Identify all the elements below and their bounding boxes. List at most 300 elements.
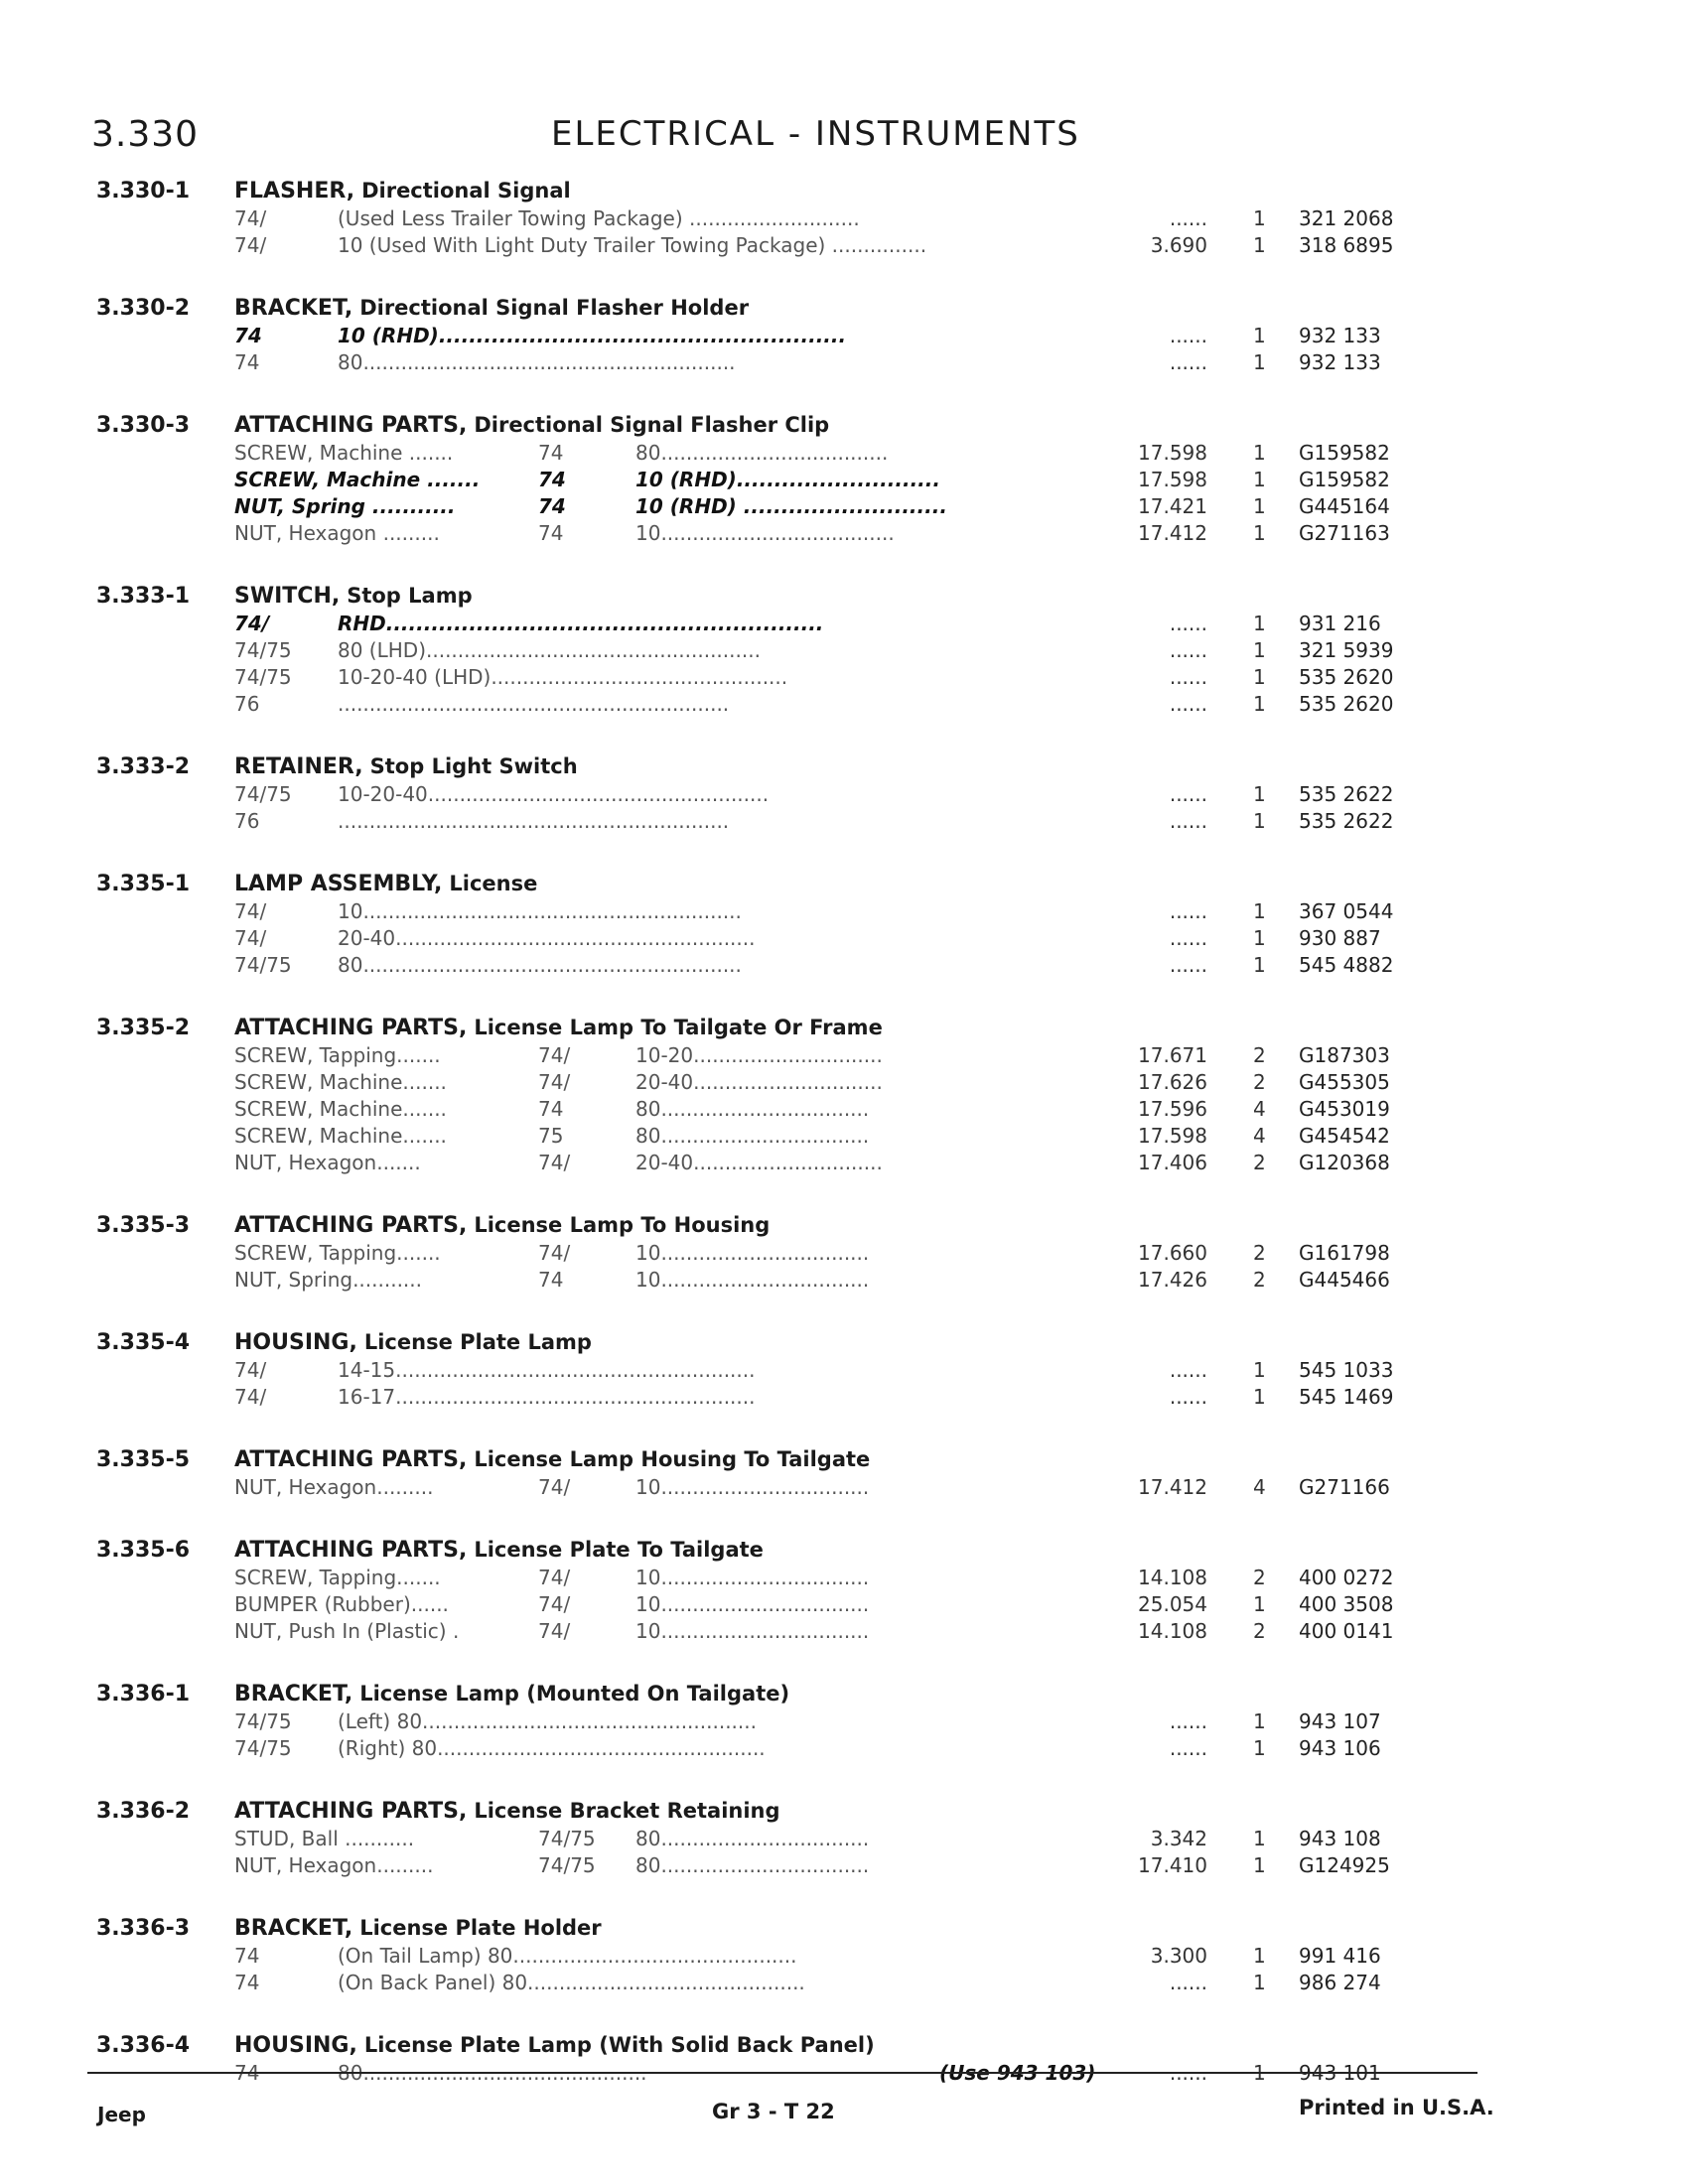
- section-title: [234, 1330, 592, 1355]
- price-code: 17.598: [1138, 441, 1207, 465]
- model-year: 74/75: [234, 782, 292, 806]
- quantity: 1: [1253, 1944, 1266, 1968]
- price-code: ......: [1169, 692, 1207, 716]
- part-number: 545 1469: [1299, 1385, 1394, 1409]
- quantity: 1: [1253, 899, 1266, 923]
- model-year: 74: [538, 441, 564, 465]
- model-application: 14-15.........................................................: [338, 1358, 756, 1382]
- model-year: 74/: [538, 1619, 571, 1643]
- section-title-sub: License Plate Lamp (With Solid Back Panel): [363, 2033, 875, 2057]
- part-row: [0, 1736, 1688, 1763]
- part-number: 367 0544: [1299, 899, 1394, 923]
- price-code: 25.054: [1138, 1592, 1207, 1616]
- model-application: 10-20-40......................................................: [338, 782, 770, 806]
- price-code: ......: [1169, 350, 1207, 374]
- part-row: [0, 1475, 1688, 1502]
- part-name: NUT, Hexagon.........: [234, 1853, 434, 1877]
- part-number: 931 216: [1299, 612, 1381, 635]
- quantity: 1: [1253, 782, 1266, 806]
- quantity: 1: [1253, 665, 1266, 689]
- section-number: 3.330-3: [96, 413, 191, 438]
- quantity: 1: [1253, 233, 1266, 257]
- section-header: [0, 1538, 1688, 1566]
- section-title: [234, 2033, 875, 2058]
- section-title-sub: Stop Light Switch: [369, 754, 578, 778]
- part-row: [0, 638, 1688, 665]
- section-title-sub: Directional Signal Flasher Clip: [474, 413, 830, 437]
- section-number: 3.330-2: [96, 296, 191, 321]
- section-title-main: BRACKET,: [234, 1682, 353, 1706]
- section-header: [0, 1330, 1688, 1358]
- part-row: [0, 1853, 1688, 1880]
- part-number: G161798: [1299, 1241, 1390, 1265]
- quantity: 4: [1253, 1475, 1266, 1499]
- model-application: 10.................................: [635, 1241, 870, 1265]
- price-code: ......: [1169, 1358, 1207, 1382]
- price-code: 17.426: [1138, 1268, 1207, 1292]
- part-number: G455305: [1299, 1070, 1390, 1094]
- quantity: 1: [1253, 468, 1266, 491]
- section-title: [234, 584, 473, 609]
- section-number: 3.330-1: [96, 179, 191, 204]
- section-number: 3.335-1: [96, 872, 191, 896]
- model-application: 20-40.........................................................: [338, 926, 756, 950]
- section-title: [234, 1916, 602, 1941]
- price-code: ......: [1169, 665, 1207, 689]
- quantity: 1: [1253, 1853, 1266, 1877]
- part-number: 943 108: [1299, 1827, 1381, 1850]
- part-row: [0, 665, 1688, 692]
- section-title-main: BRACKET,: [234, 1916, 353, 1941]
- parts-list: [0, 179, 1688, 2123]
- part-row: [0, 1566, 1688, 1592]
- part-row: [0, 1097, 1688, 1124]
- section-title-sub: License: [449, 872, 538, 895]
- section-number: 3.333-2: [96, 754, 191, 779]
- section-title-main: ATTACHING PARTS,: [234, 1538, 468, 1563]
- quantity: 2: [1253, 1070, 1266, 1094]
- quantity: 1: [1253, 1358, 1266, 1382]
- footer-group: Gr 3 - T 22: [712, 2100, 835, 2123]
- part-name: NUT, Hexagon .........: [234, 521, 440, 545]
- price-code: ......: [1169, 638, 1207, 662]
- footer-printed: Printed in U.S.A.: [1299, 2096, 1494, 2119]
- part-number: 932 133: [1299, 324, 1381, 347]
- quantity: 2: [1253, 1043, 1266, 1067]
- price-code: ......: [1169, 953, 1207, 977]
- part-row: [0, 809, 1688, 836]
- model-year: 74/75: [234, 638, 292, 662]
- price-code: 17.671: [1138, 1043, 1207, 1067]
- part-row: [0, 1070, 1688, 1097]
- price-code: ......: [1169, 899, 1207, 923]
- part-number: 321 2068: [1299, 206, 1394, 230]
- quantity: 2: [1253, 1151, 1266, 1174]
- quantity: 1: [1253, 324, 1266, 347]
- section-title: [234, 1213, 770, 1238]
- part-row: [0, 692, 1688, 719]
- model-year: 74/75: [234, 665, 292, 689]
- part-number: G271163: [1299, 521, 1390, 545]
- quantity: 1: [1253, 692, 1266, 716]
- model-year: 74/: [234, 926, 267, 950]
- model-application: 10.................................: [635, 1592, 870, 1616]
- part-name: SCREW, Tapping.......: [234, 1043, 441, 1067]
- part-number: G445466: [1299, 1268, 1390, 1292]
- part-row: [0, 1268, 1688, 1295]
- model-application: (On Back Panel) 80............................................: [338, 1971, 805, 1994]
- part-number: 535 2622: [1299, 782, 1394, 806]
- part-row: [0, 494, 1688, 521]
- model-application: (Used Less Trailer Towing Package) ...........................: [338, 206, 860, 230]
- part-row: [0, 233, 1688, 260]
- section-title: [234, 1682, 789, 1706]
- part-row: [0, 350, 1688, 377]
- price-code: 17.660: [1138, 1241, 1207, 1265]
- model-year: 74/: [234, 1385, 267, 1409]
- model-application: (Left) 80.....................................................: [338, 1709, 757, 1733]
- model-year: 74/: [538, 1043, 571, 1067]
- part-name: NUT, Push In (Plastic) .: [234, 1619, 460, 1643]
- model-year: 74: [538, 1097, 564, 1121]
- model-application: 80.................................: [635, 1124, 870, 1148]
- part-number: 943 101: [1299, 2061, 1381, 2085]
- part-row: [0, 953, 1688, 980]
- parts-section: [0, 1016, 1688, 1177]
- part-number: 943 106: [1299, 1736, 1381, 1760]
- model-year: 76: [234, 692, 260, 716]
- part-row: [0, 1944, 1688, 1971]
- part-row: [0, 1827, 1688, 1853]
- section-title: [234, 179, 571, 204]
- model-application: 80 (LHD).....................................................: [338, 638, 761, 662]
- model-application: 80...........................................................: [338, 350, 736, 374]
- quantity: 2: [1253, 1268, 1266, 1292]
- part-name: SCREW, Machine.......: [234, 1124, 447, 1148]
- section-title: [234, 1538, 764, 1563]
- section-title-sub: Directional Signal Flasher Holder: [359, 296, 750, 320]
- parts-section: [0, 413, 1688, 548]
- model-year: 74: [234, 1944, 260, 1968]
- section-title-sub: License Plate To Tailgate: [474, 1538, 764, 1562]
- price-code: 17.596: [1138, 1097, 1207, 1121]
- parts-section: [0, 1799, 1688, 1880]
- part-row: [0, 206, 1688, 233]
- part-number: 318 6895: [1299, 233, 1394, 257]
- model-application: 10.....................................: [635, 521, 895, 545]
- model-year: 74: [538, 494, 566, 518]
- model-year: 74/: [234, 206, 267, 230]
- section-header: [0, 413, 1688, 441]
- part-number: 535 2620: [1299, 692, 1394, 716]
- model-year: 74/: [234, 1358, 267, 1382]
- model-year: 74/: [538, 1151, 571, 1174]
- part-name: SCREW, Machine .......: [234, 441, 454, 465]
- section-title-main: FLASHER,: [234, 179, 355, 204]
- part-name: NUT, Spring...........: [234, 1268, 423, 1292]
- model-application: 80.................................: [635, 1853, 870, 1877]
- price-code: 17.412: [1138, 521, 1207, 545]
- price-code: 17.410: [1138, 1853, 1207, 1877]
- price-code: ......: [1169, 809, 1207, 833]
- model-application: 16-17.........................................................: [338, 1385, 756, 1409]
- section-title-sub: License Bracket Retaining: [474, 1799, 780, 1823]
- section-title-main: HOUSING,: [234, 2033, 357, 2058]
- model-year: 74/75: [538, 1853, 596, 1877]
- price-code: 17.421: [1138, 494, 1207, 518]
- section-number: 3.335-5: [96, 1447, 191, 1472]
- model-year: 74/: [538, 1070, 571, 1094]
- part-number: 991 416: [1299, 1944, 1381, 1968]
- price-code: ......: [1169, 2061, 1207, 2085]
- section-title: [234, 296, 749, 321]
- part-row: [0, 441, 1688, 468]
- part-name: SCREW, Machine.......: [234, 1097, 447, 1121]
- section-number: 3.333-1: [96, 584, 191, 609]
- parts-section: [0, 1538, 1688, 1646]
- part-number: 986 274: [1299, 1971, 1381, 1994]
- model-year: 74/75: [234, 1709, 292, 1733]
- section-title-sub: License Lamp To Tailgate Or Frame: [474, 1016, 883, 1039]
- part-number: G187303: [1299, 1043, 1390, 1067]
- section-number: 3.336-2: [96, 1799, 191, 1824]
- part-name: NUT, Spring ...........: [234, 494, 456, 518]
- quantity: 1: [1253, 350, 1266, 374]
- part-number: G271166: [1299, 1475, 1390, 1499]
- part-number: G445164: [1299, 494, 1390, 518]
- quantity: 4: [1253, 1124, 1266, 1148]
- part-number: 535 2622: [1299, 809, 1394, 833]
- model-application: 10............................................................: [338, 899, 742, 923]
- page-number: 3.330: [91, 114, 200, 155]
- part-row: [0, 521, 1688, 548]
- parts-section: [0, 1916, 1688, 1997]
- price-code: 14.108: [1138, 1619, 1207, 1643]
- section-title-main: SWITCH,: [234, 584, 341, 609]
- part-name: SCREW, Tapping.......: [234, 1241, 441, 1265]
- quantity: 4: [1253, 1097, 1266, 1121]
- price-code: 3.690: [1150, 233, 1207, 257]
- model-application: 80....................................: [635, 441, 889, 465]
- quantity: 1: [1253, 494, 1266, 518]
- price-code: ......: [1169, 612, 1207, 635]
- price-code: ......: [1169, 926, 1207, 950]
- footer-brand: Jeep: [97, 2103, 146, 2126]
- part-row: [0, 899, 1688, 926]
- section-title: [234, 1447, 870, 1472]
- model-year: 74: [538, 1268, 564, 1292]
- section-title-main: ATTACHING PARTS,: [234, 1016, 468, 1040]
- section-title-sub: Directional Signal: [361, 179, 571, 203]
- part-number: G453019: [1299, 1097, 1390, 1121]
- section-title-sub: License Lamp Housing To Tailgate: [474, 1447, 871, 1471]
- section-title: [234, 872, 537, 896]
- part-number: 932 133: [1299, 350, 1381, 374]
- section-number: 3.335-3: [96, 1213, 191, 1238]
- section-number: 3.335-4: [96, 1330, 191, 1355]
- model-application: 10 (RHD)...........................: [635, 468, 940, 491]
- price-code: 14.108: [1138, 1566, 1207, 1589]
- model-application: (Right) 80....................................................: [338, 1736, 766, 1760]
- part-row: [0, 1043, 1688, 1070]
- part-row: [0, 1592, 1688, 1619]
- part-row: [0, 1619, 1688, 1646]
- parts-section: [0, 754, 1688, 836]
- section-header: [0, 1916, 1688, 1944]
- price-code: 3.300: [1150, 1944, 1207, 1968]
- part-name: SCREW, Machine.......: [234, 1070, 447, 1094]
- part-row: [0, 1709, 1688, 1736]
- part-number: 545 4882: [1299, 953, 1394, 977]
- quantity: 1: [1253, 1592, 1266, 1616]
- section-header: [0, 1213, 1688, 1241]
- price-code: 17.626: [1138, 1070, 1207, 1094]
- part-number: 535 2620: [1299, 665, 1394, 689]
- price-code: 17.406: [1138, 1151, 1207, 1174]
- price-code: 17.412: [1138, 1475, 1207, 1499]
- model-application: 80.............................................: [338, 2061, 647, 2085]
- quantity: 1: [1253, 441, 1266, 465]
- section-title-main: HOUSING,: [234, 1330, 357, 1355]
- section-title: [234, 754, 578, 779]
- section-title-main: ATTACHING PARTS,: [234, 1213, 468, 1238]
- section-title-sub: License Lamp To Housing: [474, 1213, 771, 1237]
- model-application: 10.................................: [635, 1619, 870, 1643]
- model-application: 10.................................: [635, 1268, 870, 1292]
- model-year: 74/: [538, 1566, 571, 1589]
- model-application: 10-20-40 (LHD)...............................................: [338, 665, 788, 689]
- part-name: BUMPER (Rubber)......: [234, 1592, 449, 1616]
- part-number: 400 0272: [1299, 1566, 1394, 1589]
- section-title: [234, 413, 829, 438]
- parts-section: [0, 584, 1688, 719]
- price-code: ......: [1169, 782, 1207, 806]
- section-title-sub: License Lamp (Mounted On Tailgate): [359, 1682, 790, 1706]
- part-row: [0, 1385, 1688, 1412]
- section-number: 3.335-6: [96, 1538, 191, 1563]
- model-year: 74/75: [538, 1827, 596, 1850]
- quantity: 1: [1253, 1736, 1266, 1760]
- model-year: 74/: [234, 899, 267, 923]
- section-header: [0, 179, 1688, 206]
- quantity: 1: [1253, 638, 1266, 662]
- part-name: NUT, Hexagon.........: [234, 1475, 434, 1499]
- quantity: 1: [1253, 206, 1266, 230]
- quantity: 1: [1253, 809, 1266, 833]
- model-year: 74: [538, 521, 564, 545]
- section-header: [0, 584, 1688, 612]
- quantity: 1: [1253, 612, 1266, 635]
- section-title-main: BRACKET,: [234, 296, 353, 321]
- section-header: [0, 872, 1688, 899]
- section-title-main: ATTACHING PARTS,: [234, 1447, 468, 1472]
- model-application: 20-40..............................: [635, 1070, 883, 1094]
- section-header: [0, 1799, 1688, 1827]
- part-number: G159582: [1299, 468, 1390, 491]
- price-code: 3.342: [1150, 1827, 1207, 1850]
- quantity: 1: [1253, 2061, 1266, 2085]
- model-application: 10 (Used With Light Duty Trailer Towing Package) ...............: [338, 233, 927, 257]
- part-number: G124925: [1299, 1853, 1390, 1877]
- part-number: 943 107: [1299, 1709, 1381, 1733]
- model-application: 10.................................: [635, 1475, 870, 1499]
- model-year: 74/: [538, 1241, 571, 1265]
- model-application: ..............................................................: [338, 809, 730, 833]
- model-year: 74/: [538, 1475, 571, 1499]
- part-name: STUD, Ball ...........: [234, 1827, 415, 1850]
- price-code: ......: [1169, 1971, 1207, 1994]
- model-year: 74/75: [234, 953, 292, 977]
- model-year: 74: [234, 2061, 260, 2085]
- model-application: 20-40..............................: [635, 1151, 883, 1174]
- part-number: 321 5939: [1299, 638, 1394, 662]
- section-title: [234, 1799, 780, 1824]
- model-application: (On Tail Lamp) 80.............................................: [338, 1944, 797, 1968]
- part-row: [0, 1971, 1688, 1997]
- price-code: 17.598: [1138, 1124, 1207, 1148]
- model-year: 74: [234, 350, 260, 374]
- model-application: 80............................................................: [338, 953, 742, 977]
- section-header: [0, 754, 1688, 782]
- section-number: 3.335-2: [96, 1016, 191, 1040]
- part-row: [0, 324, 1688, 350]
- parts-section: [0, 296, 1688, 377]
- model-year: 74: [234, 324, 262, 347]
- part-name: SCREW, Machine .......: [234, 468, 481, 491]
- model-application: ..............................................................: [338, 692, 730, 716]
- section-title-main: RETAINER,: [234, 754, 363, 779]
- part-row: [0, 468, 1688, 494]
- part-row: [0, 1358, 1688, 1385]
- price-code: ......: [1169, 324, 1207, 347]
- parts-section: [0, 1682, 1688, 1763]
- part-number: G454542: [1299, 1124, 1390, 1148]
- section-title-main: ATTACHING PARTS,: [234, 1799, 468, 1824]
- price-code: 17.598: [1138, 468, 1207, 491]
- quantity: 2: [1253, 1241, 1266, 1265]
- quantity: 1: [1253, 1827, 1266, 1850]
- price-code: ......: [1169, 1709, 1207, 1733]
- section-title-sub: Stop Lamp: [347, 584, 473, 608]
- quantity: 1: [1253, 521, 1266, 545]
- quantity: 1: [1253, 1385, 1266, 1409]
- model-year: 74/: [538, 1592, 571, 1616]
- part-name: SCREW, Tapping.......: [234, 1566, 441, 1589]
- part-number: G159582: [1299, 441, 1390, 465]
- price-code: ......: [1169, 1385, 1207, 1409]
- section-title-main: LAMP ASSEMBLY,: [234, 872, 443, 896]
- parts-section: [0, 179, 1688, 260]
- section-number: 3.336-4: [96, 2033, 191, 2058]
- footer-rule: [87, 2072, 1477, 2074]
- parts-section: [0, 1330, 1688, 1412]
- part-row: [0, 782, 1688, 809]
- quantity: 2: [1253, 1566, 1266, 1589]
- part-row: [0, 1124, 1688, 1151]
- model-year: 75: [538, 1124, 564, 1148]
- section-title-main: ATTACHING PARTS,: [234, 413, 468, 438]
- part-row: [0, 2061, 1688, 2088]
- page-title: ELECTRICAL - INSTRUMENTS: [551, 114, 1080, 154]
- model-year: 74/: [234, 612, 270, 635]
- model-application: 80.................................: [635, 1827, 870, 1850]
- price-code: ......: [1169, 206, 1207, 230]
- part-number: G120368: [1299, 1151, 1390, 1174]
- part-row: [0, 1241, 1688, 1268]
- section-number: 3.336-3: [96, 1916, 191, 1941]
- model-application: 80.................................: [635, 1097, 870, 1121]
- model-year: 74: [234, 1971, 260, 1994]
